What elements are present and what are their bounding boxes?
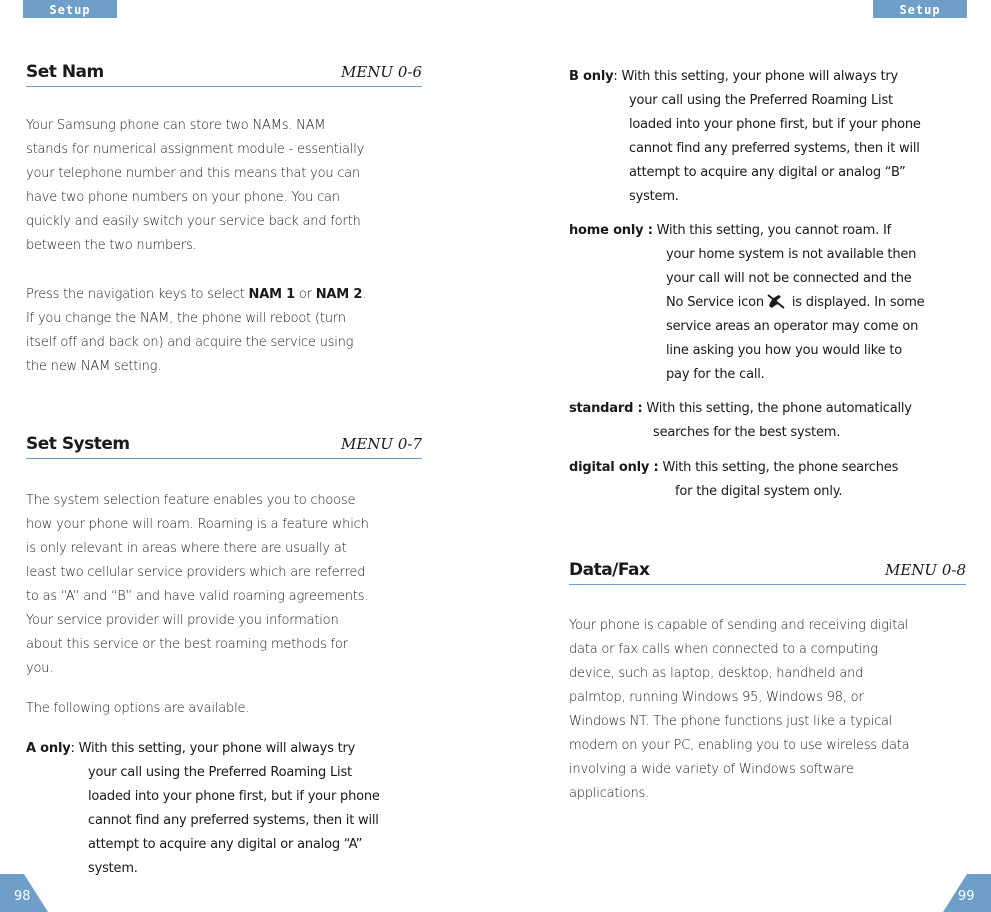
data-fax-heading <box>569 560 966 585</box>
set-nam-title: Set Nam <box>26 62 104 82</box>
set-nam-menu-code: MENU 0-6 <box>341 63 422 81</box>
option-a-only: A only: With this setting, your phone will always try your call using the Preferred Roaming List loaded into your phone first, but if your phone cannot find any preferred systems, then it will attempt to acquire any digital or analog “A” system. <box>26 741 380 876</box>
set-system-menu-code: MENU 0-7 <box>341 435 422 453</box>
option-b-only: B only: With this setting, your phone will always try your call using the Preferred Roaming List loaded into your phone first, but if your phone cannot find any preferred systems, then it will attempt to acquire any digital or analog “B” system. <box>569 69 921 204</box>
option-home-only: home only : With this setting, you cannot roam. If your home system is not available then your call will not be connected and the No Service icon is displayed. In some service areas an operator may come on line asking you how you would like to pay for the call. <box>569 223 925 382</box>
data-fax-title: Data/Fax <box>569 560 650 580</box>
set-nam-instructions: Press the navigation keys to select NAM 1 or NAM 2. If you change the NAM, the phone will reboot (turn itself off and back on) and acquire the service using the new NAM setting. <box>26 287 367 374</box>
option-a-only-label: A only <box>26 741 71 756</box>
data-fax-menu-code: MENU 0-8 <box>885 561 966 579</box>
section-tab-left: Setup <box>23 0 117 18</box>
page-number-left: 98 <box>14 889 31 904</box>
page-number-right: 99 <box>958 889 975 904</box>
set-nam-heading <box>26 62 422 87</box>
option-standard-label: standard : <box>569 401 643 416</box>
option-b-only-label: B only <box>569 69 614 84</box>
nam2-label: NAM 2 <box>315 287 363 302</box>
option-digital-only-label: digital only : <box>569 460 659 475</box>
option-digital-only: digital only : With this setting, the phone searches for the digital system only. <box>569 460 899 499</box>
options-intro: The following options are available. <box>26 701 250 716</box>
set-system-heading <box>26 434 422 459</box>
no-service-icon <box>766 292 786 310</box>
set-nam-intro: Your Samsung phone can store two NAMs. NAM stands for numerical assignment module - essentially your telephone number and this means that you can have two phone numbers on your phone. You can quickly and easily switch your service back and forth between the two numbers. <box>26 118 365 253</box>
set-system-intro: The system selection feature enables you to choose how your phone will roam. Roaming is a feature which is only relevant in areas where there are usually at least two cellular service providers which are referred to as “A” and “B” and have valid roaming agreements. Your service provider will provide you information about this service or the best roaming methods for you. <box>26 493 369 676</box>
option-home-only-label: home only : <box>569 223 653 238</box>
section-tab-right: Setup <box>873 0 967 18</box>
data-fax-intro: Your phone is capable of sending and receiving digital data or fax calls when connected to a computing device, such as laptop, desktop, handheld and palmtop, running Windows 95, Windows 98, or Windows NT. The phone functions just like a typical modem on your PC, enabling you to use wireless data involving a wide variety of Windows software applications. <box>569 618 910 801</box>
set-system-title: Set System <box>26 434 130 454</box>
nam1-label: NAM 1 <box>248 287 295 302</box>
option-standard: standard : With this setting, the phone automatically searches for the best system. <box>569 401 912 440</box>
